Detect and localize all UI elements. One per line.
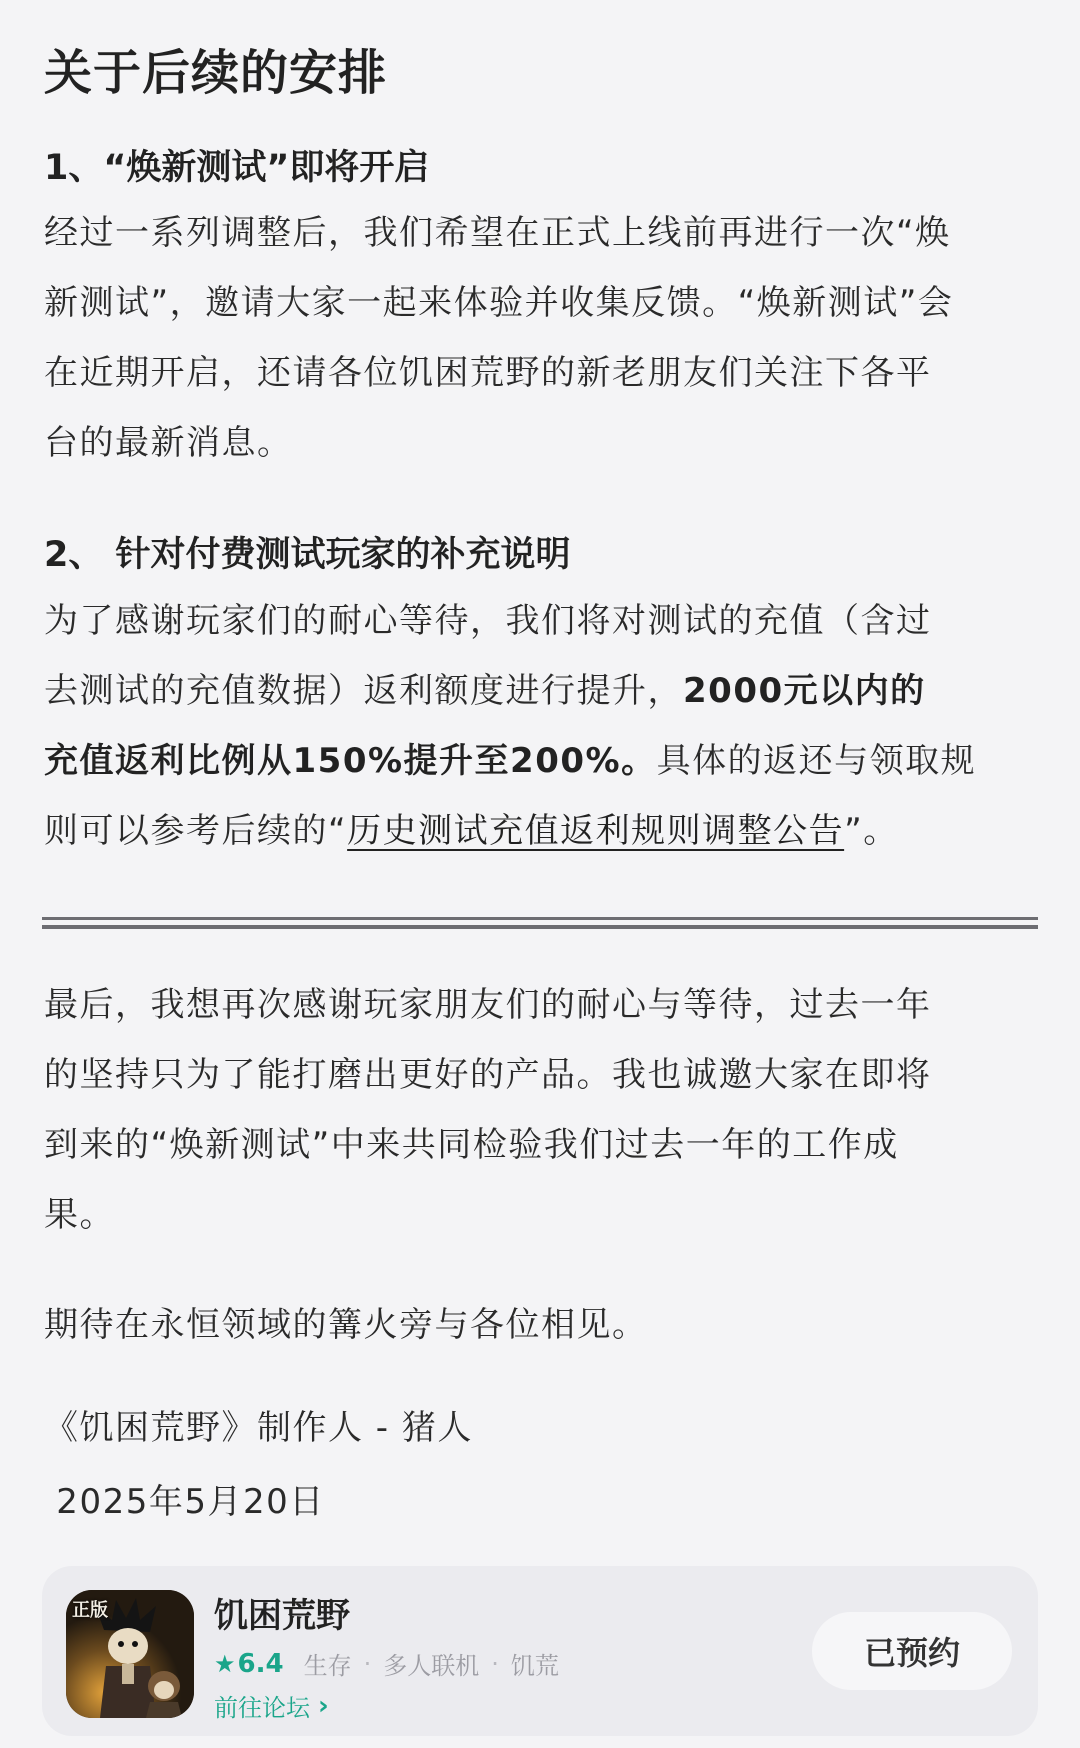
section-1-paragraph xyxy=(44,198,1034,478)
tag-separator: · xyxy=(363,1649,372,1678)
paragraph-line: 新测试”，邀请大家一起来体验并收集反馈。“焕新测试”会 xyxy=(44,283,954,323)
page-title: 关于后续的安排 xyxy=(44,45,388,101)
game-rating: 6.4 xyxy=(237,1648,284,1679)
section-divider xyxy=(42,917,1038,931)
paragraph-line xyxy=(44,796,1034,866)
game-tag: 生存 xyxy=(303,1652,352,1680)
paragraph-line xyxy=(44,656,1034,726)
rebate-rules-announcement-link[interactable]: 历史测试充值返利规则调整公告 xyxy=(347,811,845,851)
paragraph-line: 到来的“焕新测试”中来共同检验我们过去一年的工作成 xyxy=(44,1125,899,1165)
producer-signature: 《饥困荒野》制作人 - 猪人 xyxy=(44,1408,473,1448)
paragraph-line: 经过一系列调整后，我们希望在正式上线前再进行一次“焕 xyxy=(44,213,951,253)
go-to-forum-link[interactable] xyxy=(214,1688,329,1723)
section-heading-paid-test-players: 2、 针对付费测试玩家的补充说明 xyxy=(44,535,571,575)
section-2-paragraph xyxy=(44,586,1034,866)
farewell-text: 期待在永恒领域的篝火旁与各位相见。 xyxy=(44,1305,648,1345)
highlight-text: 2000元以内的 xyxy=(683,671,926,711)
game-app-icon[interactable] xyxy=(66,1590,194,1718)
game-tag: 饥荒 xyxy=(510,1652,559,1680)
paragraph-text: 则可以参考后续的“ xyxy=(44,811,348,851)
game-meta xyxy=(214,1646,559,1681)
paragraph-line: 果。 xyxy=(44,1195,115,1235)
reserved-button[interactable]: 已预约 xyxy=(812,1612,1012,1690)
paragraph-line: 为了感谢玩家们的耐心等待，我们将对测试的充值（含过 xyxy=(44,601,932,641)
paragraph-line: 最后，我想再次感谢玩家朋友们的耐心与等待，过去一年 xyxy=(44,985,932,1025)
announcement-date: 2025年5月20日 xyxy=(44,1482,325,1522)
authentic-badge: 正版 xyxy=(72,1600,108,1621)
chevron-right-icon: › xyxy=(318,1690,329,1721)
tag-separator: · xyxy=(491,1649,499,1678)
game-card[interactable] xyxy=(42,1566,1038,1736)
game-tag: 多人联机 xyxy=(383,1652,480,1680)
paragraph-line xyxy=(44,726,1034,796)
game-name[interactable]: 饥困荒野 xyxy=(214,1596,350,1636)
paragraph-text: 去测试的充值数据）返利额度进行提升， xyxy=(44,671,683,711)
paragraph-line: 的坚持只为了能打磨出更好的产品。我也诚邀大家在即将 xyxy=(44,1055,932,1095)
closing-paragraph xyxy=(44,970,1034,1250)
paragraph-line: 台的最新消息。 xyxy=(44,423,293,463)
highlight-text: 充值返利比例从150%提升至200%。 xyxy=(44,741,657,781)
paragraph-text: ”。 xyxy=(844,811,899,851)
star-icon: ★ xyxy=(214,1649,236,1678)
paragraph-text: 具体的返还与领取规 xyxy=(656,741,977,781)
paragraph-line: 在近期开启，还请各位饥困荒野的新老朋友们关注下各平 xyxy=(44,353,932,393)
forum-link-label: 前往论坛 xyxy=(214,1694,310,1722)
section-heading-renewal-test: 1、“焕新测试”即将开启 xyxy=(44,148,430,188)
